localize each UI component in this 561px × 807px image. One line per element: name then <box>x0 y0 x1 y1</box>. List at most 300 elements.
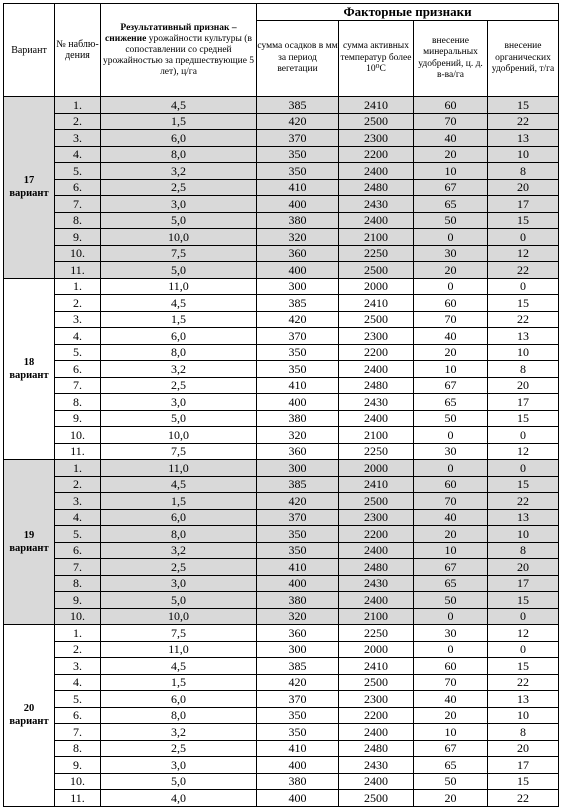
cell-temperature: 2000 <box>339 641 414 658</box>
cell-mineral: 70 <box>414 113 488 130</box>
table-header <box>4 4 559 97</box>
cell-precipitation: 385 <box>257 658 339 675</box>
cell-observation-number: 7. <box>55 724 101 741</box>
variant-label <box>4 460 55 625</box>
cell-organic: 12 <box>488 443 559 460</box>
cell-precipitation: 350 <box>257 707 339 724</box>
header-organic-fertilizer: внесение органических удобрений, т/га <box>488 21 559 97</box>
cell-result: 5,0 <box>101 262 257 279</box>
cell-organic: 13 <box>488 691 559 708</box>
cell-precipitation: 385 <box>257 476 339 493</box>
cell-precipitation: 320 <box>257 229 339 246</box>
table-row <box>4 361 559 378</box>
cell-temperature: 2430 <box>339 196 414 213</box>
cell-organic: 8 <box>488 724 559 741</box>
cell-mineral: 65 <box>414 575 488 592</box>
cell-temperature: 2500 <box>339 493 414 510</box>
cell-temperature: 2250 <box>339 245 414 262</box>
table-row <box>4 625 559 642</box>
cell-precipitation: 370 <box>257 509 339 526</box>
cell-precipitation: 410 <box>257 377 339 394</box>
cell-precipitation: 380 <box>257 212 339 229</box>
cell-temperature: 2100 <box>339 229 414 246</box>
cell-temperature: 2400 <box>339 542 414 559</box>
variant-number: 20 <box>23 703 35 715</box>
table-row <box>4 196 559 213</box>
header-mineral-fertilizer: внесение минеральных удобрений, ц. д. в-ва/га <box>414 21 488 97</box>
cell-temperature: 2300 <box>339 328 414 345</box>
cell-result: 2,5 <box>101 179 257 196</box>
cell-observation-number: 10. <box>55 427 101 444</box>
header-temperature: сумма активных температур более 10⁰С <box>339 21 414 97</box>
cell-observation-number: 5. <box>55 526 101 543</box>
table-row <box>4 790 559 807</box>
cell-organic: 15 <box>488 476 559 493</box>
table-row <box>4 724 559 741</box>
cell-organic: 20 <box>488 179 559 196</box>
table-row <box>4 245 559 262</box>
cell-temperature: 2430 <box>339 394 414 411</box>
cell-temperature: 2100 <box>339 427 414 444</box>
table-row <box>4 410 559 427</box>
cell-precipitation: 350 <box>257 344 339 361</box>
cell-result: 8,0 <box>101 344 257 361</box>
cell-result: 6,0 <box>101 130 257 147</box>
cell-mineral: 0 <box>414 460 488 477</box>
table-row <box>4 427 559 444</box>
cell-organic: 17 <box>488 757 559 774</box>
table-row <box>4 509 559 526</box>
cell-temperature: 2300 <box>339 691 414 708</box>
cell-precipitation: 350 <box>257 163 339 180</box>
variant-word: вариант <box>9 369 49 381</box>
variant-word: вариант <box>9 716 49 728</box>
cell-observation-number: 4. <box>55 146 101 163</box>
cell-mineral: 50 <box>414 592 488 609</box>
cell-organic: 10 <box>488 526 559 543</box>
table-row <box>4 460 559 477</box>
cell-temperature: 2480 <box>339 740 414 757</box>
cell-temperature: 2400 <box>339 592 414 609</box>
cell-organic: 0 <box>488 641 559 658</box>
table-row <box>4 377 559 394</box>
cell-precipitation: 370 <box>257 130 339 147</box>
cell-mineral: 50 <box>414 773 488 790</box>
cell-observation-number: 4. <box>55 509 101 526</box>
cell-temperature: 2500 <box>339 113 414 130</box>
cell-precipitation: 400 <box>257 262 339 279</box>
cell-temperature: 2430 <box>339 757 414 774</box>
cell-temperature: 2000 <box>339 278 414 295</box>
cell-result: 11,0 <box>101 641 257 658</box>
cell-result: 3,0 <box>101 196 257 213</box>
cell-mineral: 10 <box>414 163 488 180</box>
table-body <box>4 97 559 807</box>
cell-observation-number: 2. <box>55 295 101 312</box>
cell-precipitation: 420 <box>257 311 339 328</box>
cell-observation-number: 7. <box>55 559 101 576</box>
cell-precipitation: 350 <box>257 146 339 163</box>
cell-mineral: 60 <box>414 658 488 675</box>
cell-observation-number: 6. <box>55 542 101 559</box>
cell-organic: 0 <box>488 460 559 477</box>
cell-organic: 13 <box>488 328 559 345</box>
cell-mineral: 67 <box>414 740 488 757</box>
cell-observation-number: 3. <box>55 130 101 147</box>
cell-result: 4,5 <box>101 295 257 312</box>
table-row <box>4 97 559 114</box>
cell-precipitation: 410 <box>257 559 339 576</box>
variant-word: вариант <box>9 188 49 200</box>
cell-temperature: 2250 <box>339 443 414 460</box>
cell-observation-number: 6. <box>55 179 101 196</box>
variant-number: 19 <box>23 530 35 541</box>
cell-result: 11,0 <box>101 278 257 295</box>
cell-organic: 8 <box>488 361 559 378</box>
cell-mineral: 0 <box>414 608 488 625</box>
cell-organic: 15 <box>488 295 559 312</box>
cell-result: 5,0 <box>101 410 257 427</box>
cell-precipitation: 320 <box>257 427 339 444</box>
cell-observation-number: 10. <box>55 245 101 262</box>
cell-mineral: 65 <box>414 196 488 213</box>
cell-observation-number: 8. <box>55 212 101 229</box>
cell-result: 2,5 <box>101 377 257 394</box>
cell-observation-number: 8. <box>55 575 101 592</box>
cell-observation-number: 8. <box>55 394 101 411</box>
cell-organic: 12 <box>488 245 559 262</box>
cell-precipitation: 400 <box>257 790 339 807</box>
cell-precipitation: 360 <box>257 245 339 262</box>
cell-temperature: 2500 <box>339 674 414 691</box>
cell-organic: 13 <box>488 130 559 147</box>
cell-observation-number: 1. <box>55 278 101 295</box>
cell-temperature: 2480 <box>339 179 414 196</box>
cell-organic: 15 <box>488 212 559 229</box>
cell-mineral: 10 <box>414 724 488 741</box>
cell-observation-number: 5. <box>55 344 101 361</box>
cell-temperature: 2480 <box>339 559 414 576</box>
cell-organic: 15 <box>488 592 559 609</box>
cell-organic: 12 <box>488 625 559 642</box>
cell-observation-number: 7. <box>55 196 101 213</box>
cell-precipitation: 360 <box>257 443 339 460</box>
cell-observation-number: 9. <box>55 757 101 774</box>
cell-result: 3,2 <box>101 724 257 741</box>
cell-temperature: 2300 <box>339 130 414 147</box>
cell-mineral: 0 <box>414 641 488 658</box>
cell-observation-number: 9. <box>55 229 101 246</box>
cell-observation-number: 3. <box>55 493 101 510</box>
cell-result: 1,5 <box>101 113 257 130</box>
cell-temperature: 2200 <box>339 344 414 361</box>
cell-temperature: 2400 <box>339 361 414 378</box>
cell-observation-number: 1. <box>55 97 101 114</box>
cell-temperature: 2200 <box>339 526 414 543</box>
cell-temperature: 2400 <box>339 163 414 180</box>
cell-observation-number: 8. <box>55 740 101 757</box>
cell-precipitation: 420 <box>257 493 339 510</box>
cell-temperature: 2500 <box>339 311 414 328</box>
cell-mineral: 40 <box>414 328 488 345</box>
cell-precipitation: 370 <box>257 328 339 345</box>
table-row <box>4 146 559 163</box>
cell-result: 6,0 <box>101 328 257 345</box>
cell-precipitation: 420 <box>257 113 339 130</box>
cell-mineral: 65 <box>414 757 488 774</box>
cell-observation-number: 7. <box>55 377 101 394</box>
cell-organic: 8 <box>488 163 559 180</box>
cell-mineral: 60 <box>414 295 488 312</box>
cell-result: 2,5 <box>101 740 257 757</box>
table-row <box>4 691 559 708</box>
table-row <box>4 113 559 130</box>
cell-organic: 0 <box>488 278 559 295</box>
table-row <box>4 608 559 625</box>
cell-organic: 22 <box>488 113 559 130</box>
cell-organic: 22 <box>488 262 559 279</box>
cell-precipitation: 300 <box>257 278 339 295</box>
cell-mineral: 20 <box>414 146 488 163</box>
cell-organic: 15 <box>488 97 559 114</box>
cell-precipitation: 300 <box>257 460 339 477</box>
cell-mineral: 67 <box>414 179 488 196</box>
cell-result: 4,5 <box>101 658 257 675</box>
cell-observation-number: 9. <box>55 410 101 427</box>
cell-observation-number: 1. <box>55 460 101 477</box>
table-row <box>4 658 559 675</box>
cell-mineral: 50 <box>414 212 488 229</box>
table-row <box>4 212 559 229</box>
cell-organic: 20 <box>488 740 559 757</box>
cell-mineral: 30 <box>414 443 488 460</box>
cell-temperature: 2300 <box>339 509 414 526</box>
cell-mineral: 40 <box>414 130 488 147</box>
cell-result: 3,2 <box>101 361 257 378</box>
cell-precipitation: 400 <box>257 575 339 592</box>
cell-temperature: 2200 <box>339 146 414 163</box>
variant-label <box>4 278 55 460</box>
cell-mineral: 20 <box>414 344 488 361</box>
cell-result: 3,0 <box>101 575 257 592</box>
cell-temperature: 2400 <box>339 773 414 790</box>
cell-result: 1,5 <box>101 493 257 510</box>
cell-observation-number: 6. <box>55 707 101 724</box>
cell-result: 6,0 <box>101 691 257 708</box>
cell-mineral: 10 <box>414 542 488 559</box>
table-row <box>4 757 559 774</box>
cell-precipitation: 400 <box>257 757 339 774</box>
cell-temperature: 2250 <box>339 625 414 642</box>
cell-mineral: 50 <box>414 410 488 427</box>
header-variant: Вариант <box>4 4 55 97</box>
cell-organic: 10 <box>488 707 559 724</box>
cell-mineral: 65 <box>414 394 488 411</box>
cell-organic: 22 <box>488 790 559 807</box>
table-row <box>4 311 559 328</box>
cell-observation-number: 10. <box>55 773 101 790</box>
cell-temperature: 2200 <box>339 707 414 724</box>
cell-observation-number: 5. <box>55 691 101 708</box>
cell-precipitation: 400 <box>257 196 339 213</box>
cell-organic: 10 <box>488 146 559 163</box>
cell-result: 7,5 <box>101 245 257 262</box>
cell-organic: 17 <box>488 196 559 213</box>
cell-observation-number: 9. <box>55 592 101 609</box>
cell-result: 3,2 <box>101 542 257 559</box>
cell-mineral: 70 <box>414 311 488 328</box>
table-row <box>4 476 559 493</box>
cell-temperature: 2000 <box>339 460 414 477</box>
cell-temperature: 2430 <box>339 575 414 592</box>
cell-organic: 15 <box>488 410 559 427</box>
header-precipitation: сумма осадков в мм за период вегетации <box>257 21 339 97</box>
cell-precipitation: 380 <box>257 592 339 609</box>
cell-mineral: 67 <box>414 377 488 394</box>
cell-result: 11,0 <box>101 460 257 477</box>
table-row <box>4 163 559 180</box>
cell-result: 10,0 <box>101 608 257 625</box>
cell-temperature: 2410 <box>339 658 414 675</box>
cell-result: 7,5 <box>101 625 257 642</box>
cell-result: 10,0 <box>101 229 257 246</box>
variant-number: 17 <box>23 175 35 187</box>
variant-number: 18 <box>23 356 35 368</box>
cell-temperature: 2100 <box>339 608 414 625</box>
table-row <box>4 493 559 510</box>
cell-result: 5,0 <box>101 592 257 609</box>
table-row <box>4 542 559 559</box>
header-result-description: урожайности культуры (в сопоставлении со средней урожайностью за предшествующие 5 лет), ц/га <box>102 33 255 77</box>
variant-word: вариант <box>9 543 49 554</box>
table-row <box>4 278 559 295</box>
table-row <box>4 674 559 691</box>
cell-observation-number: 11. <box>55 443 101 460</box>
cell-mineral: 20 <box>414 707 488 724</box>
cell-precipitation: 350 <box>257 361 339 378</box>
table-row <box>4 526 559 543</box>
cell-result: 3,0 <box>101 757 257 774</box>
cell-temperature: 2500 <box>339 790 414 807</box>
cell-organic: 0 <box>488 427 559 444</box>
cell-observation-number: 11. <box>55 262 101 279</box>
cell-observation-number: 1. <box>55 625 101 642</box>
table-row <box>4 229 559 246</box>
table-row <box>4 641 559 658</box>
cell-observation-number: 11. <box>55 790 101 807</box>
table-row <box>4 592 559 609</box>
cell-precipitation: 350 <box>257 724 339 741</box>
cell-precipitation: 350 <box>257 526 339 543</box>
cell-organic: 22 <box>488 493 559 510</box>
table-row <box>4 344 559 361</box>
cell-mineral: 10 <box>414 361 488 378</box>
cell-result: 3,2 <box>101 163 257 180</box>
table-row <box>4 328 559 345</box>
cell-observation-number: 6. <box>55 361 101 378</box>
header-observation-number: № наблю-дения <box>55 4 101 97</box>
cell-mineral: 20 <box>414 526 488 543</box>
cell-organic: 20 <box>488 377 559 394</box>
cell-result: 5,0 <box>101 773 257 790</box>
cell-organic: 15 <box>488 658 559 675</box>
cell-organic: 22 <box>488 311 559 328</box>
cell-mineral: 40 <box>414 691 488 708</box>
cell-temperature: 2410 <box>339 295 414 312</box>
cell-observation-number: 2. <box>55 476 101 493</box>
cell-organic: 10 <box>488 344 559 361</box>
cell-precipitation: 370 <box>257 691 339 708</box>
cell-organic: 0 <box>488 229 559 246</box>
cell-result: 5,0 <box>101 212 257 229</box>
table-row <box>4 443 559 460</box>
cell-result: 10,0 <box>101 427 257 444</box>
cell-result: 3,0 <box>101 394 257 411</box>
header-factor-attributes: Факторные признаки <box>257 4 559 21</box>
variant-label <box>4 97 55 279</box>
header-result-attribute <box>101 4 257 97</box>
cell-mineral: 60 <box>414 476 488 493</box>
data-table <box>3 3 559 807</box>
cell-result: 4,5 <box>101 476 257 493</box>
cell-mineral: 0 <box>414 278 488 295</box>
cell-organic: 15 <box>488 773 559 790</box>
cell-temperature: 2410 <box>339 476 414 493</box>
table-row <box>4 130 559 147</box>
cell-temperature: 2400 <box>339 410 414 427</box>
table-row <box>4 707 559 724</box>
cell-precipitation: 320 <box>257 608 339 625</box>
variant-label <box>4 625 55 807</box>
cell-precipitation: 410 <box>257 740 339 757</box>
cell-mineral: 67 <box>414 559 488 576</box>
cell-precipitation: 400 <box>257 394 339 411</box>
cell-temperature: 2410 <box>339 97 414 114</box>
cell-organic: 20 <box>488 559 559 576</box>
cell-precipitation: 350 <box>257 542 339 559</box>
cell-observation-number: 5. <box>55 163 101 180</box>
cell-observation-number: 2. <box>55 113 101 130</box>
cell-mineral: 0 <box>414 229 488 246</box>
table-row <box>4 179 559 196</box>
cell-temperature: 2500 <box>339 262 414 279</box>
table-row <box>4 262 559 279</box>
cell-organic: 22 <box>488 674 559 691</box>
cell-result: 1,5 <box>101 674 257 691</box>
cell-organic: 13 <box>488 509 559 526</box>
cell-observation-number: 10. <box>55 608 101 625</box>
table-row <box>4 740 559 757</box>
cell-result: 1,5 <box>101 311 257 328</box>
cell-precipitation: 300 <box>257 641 339 658</box>
header-result-title: Результативный признак – снижение <box>105 22 237 44</box>
cell-result: 4,5 <box>101 97 257 114</box>
cell-temperature: 2400 <box>339 212 414 229</box>
cell-mineral: 0 <box>414 427 488 444</box>
cell-temperature: 2400 <box>339 724 414 741</box>
cell-temperature: 2480 <box>339 377 414 394</box>
cell-observation-number: 3. <box>55 311 101 328</box>
cell-observation-number: 2. <box>55 641 101 658</box>
table-row <box>4 295 559 312</box>
cell-organic: 17 <box>488 575 559 592</box>
cell-organic: 0 <box>488 608 559 625</box>
cell-precipitation: 380 <box>257 773 339 790</box>
cell-observation-number: 3. <box>55 658 101 675</box>
cell-mineral: 70 <box>414 493 488 510</box>
cell-mineral: 20 <box>414 262 488 279</box>
cell-observation-number: 4. <box>55 328 101 345</box>
